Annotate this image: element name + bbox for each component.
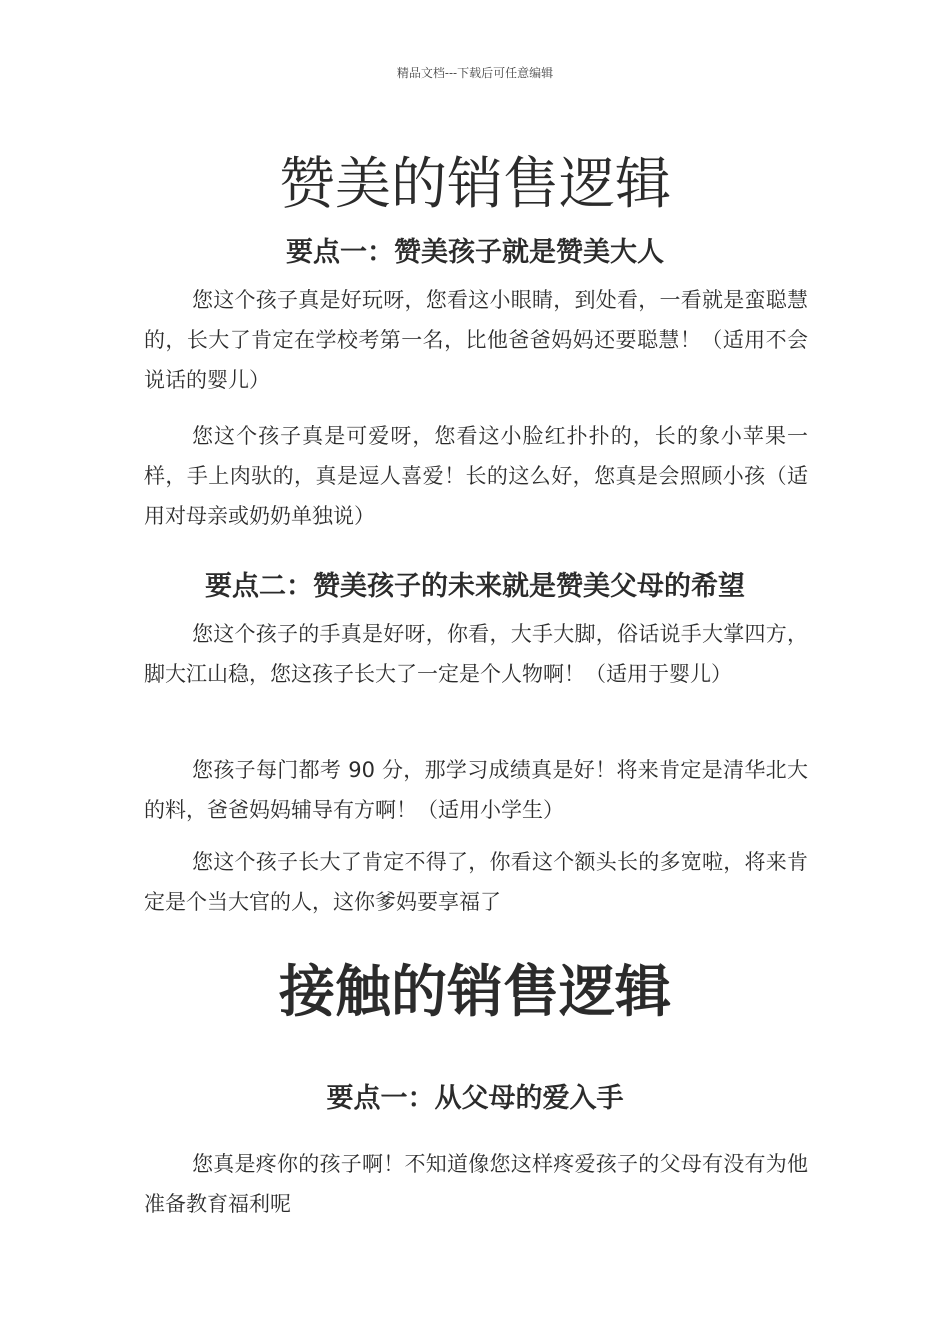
- point-heading: 要点一：赞美孩子就是赞美大人: [286, 237, 664, 268]
- paragraph: 您这个孩子长大了肯定不得了，你看这个额头长的多宽啦，将来肯定是个当大官的人，这你爹妈要享福了: [144, 850, 808, 914]
- paragraph: 您这个孩子的手真是好呀，你看，大手大脚，俗话说手大掌四方，脚大江山稳，您这孩子长大了一定是个人物啊！（适用于婴儿）: [144, 622, 808, 686]
- paragraph: 您这个孩子真是可爱呀，您看这小脸红扑扑的，长的象小苹果一样，手上肉驮的，真是逗人喜爱！长的这么好，您真是会照顾小孩（适用对母亲或奶奶单独说）: [144, 424, 808, 528]
- section-title-contact: 接触的销售逻辑: [279, 960, 671, 1025]
- page-header: 精品文档---下载后可任意编辑: [396, 66, 554, 80]
- point-heading: 要点一：从父母的爱入手: [326, 1083, 624, 1114]
- section-title-praise: 赞美的销售逻辑: [279, 152, 671, 217]
- paragraph: 您真是疼你的孩子啊！不知道像您这样疼爱孩子的父母有没有为他准备教育福利呢: [144, 1152, 808, 1216]
- paragraph: 您这个孩子真是好玩呀，您看这小眼睛，到处看，一看就是蛮聪慧的，长大了肯定在学校考第一名，比他爸爸妈妈还要聪慧！（适用不会说话的婴儿）: [144, 288, 808, 392]
- paragraph: 您孩子每门都考 90 分，那学习成绩真是好！将来肯定是清华北大的料，爸爸妈妈辅导有方啊！（适用小学生）: [144, 758, 808, 822]
- point-heading: 要点二：赞美孩子的未来就是赞美父母的希望: [205, 571, 745, 602]
